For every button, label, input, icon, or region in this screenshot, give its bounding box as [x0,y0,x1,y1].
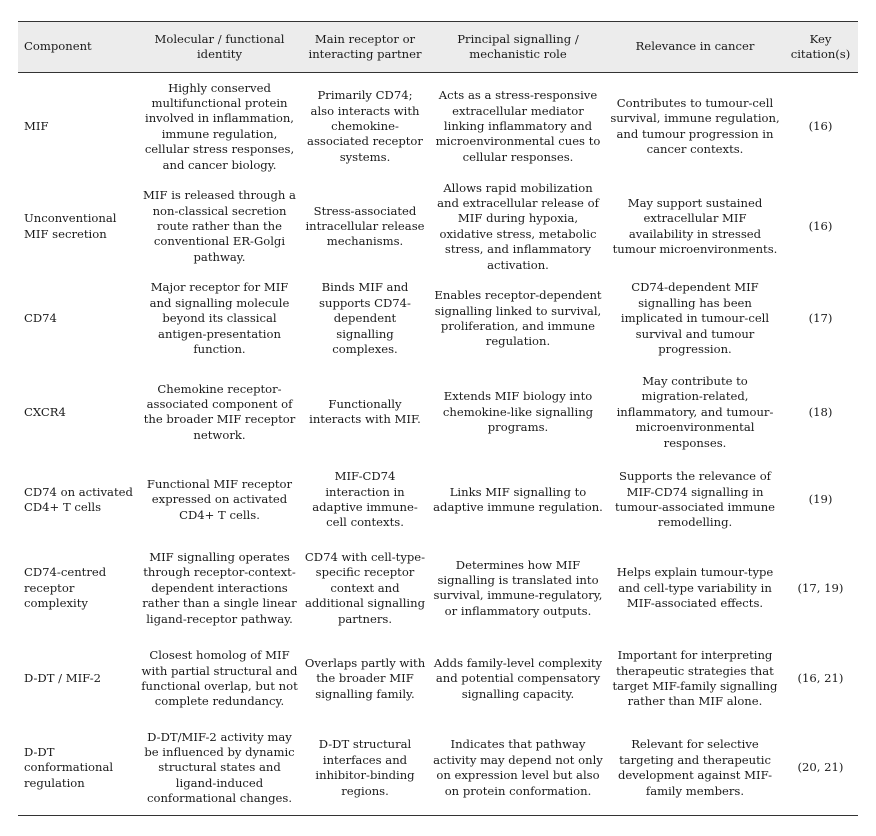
cell-receptor: CD74 with cell-type-specific receptor context and additional signalling partners. [304,549,426,626]
cell-role: Acts as a stress-responsive extracellular mediator linking inflammatory and microenvironmental cues to cellular responses. [435,88,601,164]
cell-component: MIF [24,119,49,134]
cell-receptor: Overlaps partly with the broader MIF signalling family. [304,655,426,701]
cell-identity: Major receptor for MIF and signalling molecule beyond its classical antigen-presentation function. [149,280,290,357]
cell-component: CD74 [24,311,57,326]
cell-role: Enables receptor-dependent signalling linked to survival, proliferation, and immune regulation. [434,288,602,349]
table-header [18,22,858,73]
cell-identity: Closest homolog of MIF with partial structural and functional overlap, but not complete redundancy. [141,648,298,709]
cell-role: Links MIF signalling to adaptive immune regulation. [433,484,603,514]
cell-component: CD74-centred receptor complexity [24,565,107,611]
cell-component: CXCR4 [24,404,66,419]
table-row [18,721,858,816]
cell-identity: MIF signalling operates through receptor-context-dependent interactions rather than a single linear ligand-receptor pathway. [142,549,297,626]
cell-relevance: Supports the relevance of MIF-CD74 signalling in tumour-associated immune remodelling. [614,469,776,530]
cell-receptor: Functionally interacts with MIF. [309,397,421,427]
table-row [18,181,858,273]
cell-role: Extends MIF biology into chemokine-like signalling programs. [442,389,594,435]
cell-identity: D-DT/MIF-2 activity may be influenced by dynamic structural states and ligand-induced conformational changes. [138,721,301,816]
cell-citation: (19) [808,492,833,507]
table-row [18,637,858,721]
cell-receptor: Primarily CD74; also interacts with chemokine-associated receptor systems. [307,88,423,164]
cell-citation: (17, 19) [797,580,844,595]
cell-role: Allows rapid mobilization and extracellular release of MIF during hypoxia, oxidative stress, metabolic stress, and inflammatory activation. [437,180,599,272]
cell-identity: Highly conserved multifunctional protein involved in inflammation, immune regulation, cellular stress responses, and cancer biology. [144,80,295,172]
table-row [18,365,858,460]
header-receptor: Main receptor or interacting partner [301,22,429,73]
cell-citation: (16, 21) [797,671,844,686]
cell-role: Indicates that pathway activity may depend not only on expression level but also on protein conformation. [429,721,607,816]
mif-components-table [18,21,858,816]
header-row [18,22,858,73]
table-row [18,273,858,365]
cell-relevance: May contribute to migration-related, inflammatory, and tumour-microenvironmental responses. [616,373,774,450]
cell-citation: (18) [808,404,833,419]
cell-relevance: Helps explain tumour-type and cell-type variability in MIF-associated effects. [616,565,774,611]
header-role: Principal signalling / mechanistic role [429,22,607,73]
header-citation: Key citation(s) [783,22,858,73]
table-row [18,73,858,181]
cell-identity: MIF is released through a non-classical secretion route rather than the conventional ER-Golgi pathway. [143,188,296,264]
table-row [18,540,858,637]
header-component: Component [18,22,138,73]
table-body [18,73,858,816]
cell-relevance: CD74-dependent MIF signalling has been implicated in tumour-cell survival and tumour progression. [620,280,770,357]
cell-identity: Chemokine receptor-associated component of the broader MIF receptor network. [143,381,296,442]
table-container [18,21,858,816]
cell-citation: (16) [808,119,833,134]
cell-component: CD74 on activated CD4+ T cells [24,484,133,514]
cell-component: D-DT conformational regulation [18,721,138,816]
cell-relevance: Important for interpreting therapeutic strategies that target MIF-family signalling rather than MIF alone. [612,648,778,709]
cell-receptor: Binds MIF and supports CD74-dependent signalling complexes. [319,280,411,357]
table-row [18,460,858,540]
cell-receptor: D-DT structural interfaces and inhibitor-binding regions. [301,721,429,816]
cell-relevance: Relevant for selective targeting and therapeutic development against MIF-family members. [607,721,783,816]
cell-citation: (17) [808,311,833,326]
cell-component: D-DT / MIF-2 [24,671,102,686]
cell-role: Determines how MIF signalling is translated into survival, immune-regulatory, or inflammatory outputs. [433,557,603,618]
cell-citation: (20, 21) [783,721,858,816]
cell-citation: (16) [808,219,833,234]
cell-relevance: May support sustained extracellular MIF availability in stressed tumour microenvironments. [612,195,778,257]
cell-component: Unconventional MIF secretion [24,211,117,241]
cell-relevance: Contributes to tumour-cell survival, immune regulation, and tumour progression in cancer contexts. [610,95,780,157]
cell-identity: Functional MIF receptor expressed on activated CD4+ T cells. [146,476,293,522]
cell-role: Adds family-level complexity and potential compensatory signalling capacity. [433,655,603,701]
cell-receptor: Stress-associated intracellular release mechanisms. [305,203,425,249]
header-relevance: Relevance in cancer [607,22,783,73]
cell-receptor: MIF-CD74 interaction in adaptive immune-cell contexts. [312,469,418,530]
header-identity: Molecular / functional identity [138,22,301,73]
